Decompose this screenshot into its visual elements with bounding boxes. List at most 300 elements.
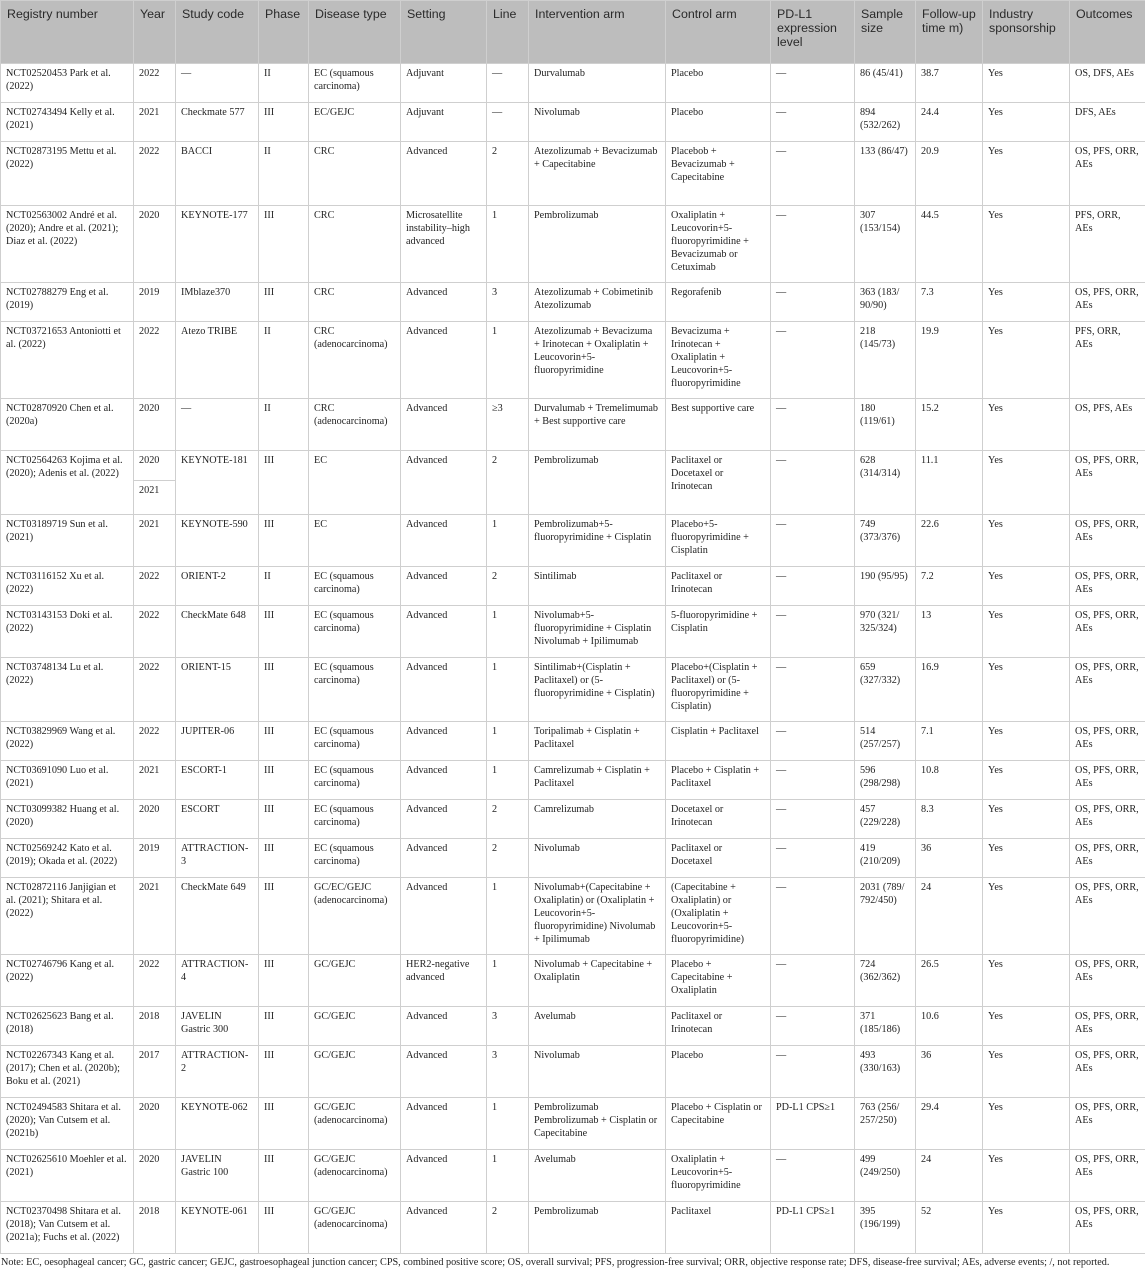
column-header: Study code	[176, 1, 259, 64]
study-code-cell: ORIENT-15	[176, 658, 259, 722]
year-cell: 2021	[134, 878, 176, 955]
sponsorship-cell: Yes	[983, 606, 1070, 658]
follow-up-cell: 16.9	[916, 658, 983, 722]
year-cell: 2020	[134, 1098, 176, 1150]
column-header: Outcomes	[1070, 1, 1145, 64]
control-cell: 5-fluoropyrimidine + Cisplatin	[666, 606, 771, 658]
follow-up-cell: 22.6	[916, 515, 983, 567]
disease-cell: GC/GEJC (adenocarcinoma)	[309, 1150, 401, 1202]
pdl1-cell: —	[771, 283, 855, 322]
study-code-cell: —	[176, 64, 259, 103]
follow-up-cell: 36	[916, 1046, 983, 1098]
year-cell: 2020	[134, 399, 176, 451]
pdl1-cell: —	[771, 722, 855, 761]
intervention-cell: Nivolumab	[529, 103, 666, 142]
column-header: Disease type	[309, 1, 401, 64]
follow-up-cell: 24.4	[916, 103, 983, 142]
study-code-cell: BACCI	[176, 142, 259, 206]
line-cell: 1	[487, 722, 529, 761]
intervention-cell: Sintilimab	[529, 567, 666, 606]
pdl1-cell: —	[771, 1007, 855, 1046]
pdl1-cell: —	[771, 955, 855, 1007]
phase-cell: III	[259, 515, 309, 567]
sample-size-cell: 493 (330/163)	[855, 1046, 916, 1098]
line-cell: 1	[487, 658, 529, 722]
control-cell: Placebo + Cisplatin + Paclitaxel	[666, 761, 771, 800]
year-cell: 2021	[134, 761, 176, 800]
sample-size-cell: 180 (119/61)	[855, 399, 916, 451]
table-row	[1, 839, 1145, 878]
year-cell: 2020	[134, 206, 176, 283]
registry-cell: NCT02870920 Chen et al. (2020a)	[1, 399, 134, 451]
sample-size-cell: 724 (362/362)	[855, 955, 916, 1007]
line-cell: 3	[487, 1046, 529, 1098]
phase-cell: III	[259, 606, 309, 658]
follow-up-cell: 7.1	[916, 722, 983, 761]
outcomes-cell: OS, PFS, ORR, AEs	[1070, 761, 1145, 800]
outcomes-cell: OS, PFS, ORR, AEs	[1070, 1150, 1145, 1202]
line-cell: 1	[487, 206, 529, 283]
control-cell: (Capecitabine + Oxaliplatin) or (Oxaliplatin + Leucovorin+5-fluoropyrimidine)	[666, 878, 771, 955]
sample-size-cell: 190 (95/95)	[855, 567, 916, 606]
phase-cell: III	[259, 722, 309, 761]
disease-cell: CRC (adenocarcinoma)	[309, 399, 401, 451]
disease-cell: EC (squamous carcinoma)	[309, 722, 401, 761]
intervention-cell: Nivolumab+(Capecitabine + Oxaliplatin) or (Oxaliplatin + Leucovorin+5-fluoropyrimidine) Nivolumab + Ipilimumab	[529, 878, 666, 955]
follow-up-cell: 10.8	[916, 761, 983, 800]
phase-cell: III	[259, 878, 309, 955]
study-code-cell: KEYNOTE-062	[176, 1098, 259, 1150]
phase-cell: III	[259, 800, 309, 839]
line-cell: 2	[487, 839, 529, 878]
follow-up-cell: 7.3	[916, 283, 983, 322]
intervention-cell: Nivolumab	[529, 839, 666, 878]
sponsorship-cell: Yes	[983, 1202, 1070, 1254]
follow-up-cell: 44.5	[916, 206, 983, 283]
pdl1-cell: —	[771, 761, 855, 800]
control-cell: Placebob + Bevacizumab + Capecitabine	[666, 142, 771, 206]
study-code-cell: JUPITER-06	[176, 722, 259, 761]
sponsorship-cell: Yes	[983, 722, 1070, 761]
study-code-cell: ATTRACTION-2	[176, 1046, 259, 1098]
sample-size-cell: 970 (321/ 325/324)	[855, 606, 916, 658]
sponsorship-cell: Yes	[983, 399, 1070, 451]
outcomes-cell: PFS, ORR, AEs	[1070, 206, 1145, 283]
study-code-cell: JAVELIN Gastric 300	[176, 1007, 259, 1046]
sample-size-cell: 749 (373/376)	[855, 515, 916, 567]
line-cell: 3	[487, 1007, 529, 1046]
registry-cell: NCT02494583 Shitara et al. (2020); Van Cutsem et al. (2021b)	[1, 1098, 134, 1150]
intervention-cell: Atezolizumab + Bevacizumab + Capecitabine	[529, 142, 666, 206]
line-cell: 1	[487, 1150, 529, 1202]
setting-cell: Advanced	[401, 1150, 487, 1202]
outcomes-cell: OS, PFS, ORR, AEs	[1070, 1046, 1145, 1098]
disease-cell: CRC	[309, 142, 401, 206]
table-row	[1, 878, 1145, 955]
year-cell-line: 2021	[134, 481, 175, 499]
follow-up-cell: 11.1	[916, 451, 983, 515]
year-cell: 2021	[134, 103, 176, 142]
disease-cell: EC (squamous carcinoma)	[309, 800, 401, 839]
setting-cell: Advanced	[401, 878, 487, 955]
registry-cell: NCT03829969 Wang et al. (2022)	[1, 722, 134, 761]
outcomes-cell: OS, PFS, ORR, AEs	[1070, 800, 1145, 839]
control-cell: Oxaliplatin + Leucovorin+5-fluoropyrimidine + Bevacizumab or Cetuximab	[666, 206, 771, 283]
disease-cell: EC (squamous carcinoma)	[309, 606, 401, 658]
intervention-cell: Atezolizumab + Cobimetinib Atezolizumab	[529, 283, 666, 322]
year-cell: 2021	[134, 515, 176, 567]
pdl1-cell: —	[771, 658, 855, 722]
line-cell: —	[487, 64, 529, 103]
year-cell: 2020	[134, 800, 176, 839]
registry-cell: NCT02625610 Moehler et al. (2021)	[1, 1150, 134, 1202]
table-row	[1, 142, 1145, 206]
year-cell: 2022	[134, 567, 176, 606]
intervention-cell: Nivolumab + Capecitabine + Oxaliplatin	[529, 955, 666, 1007]
setting-cell: Advanced	[401, 761, 487, 800]
sponsorship-cell: Yes	[983, 955, 1070, 1007]
control-cell: Paclitaxel or Irinotecan	[666, 567, 771, 606]
setting-cell: Adjuvant	[401, 103, 487, 142]
outcomes-cell: OS, PFS, ORR, AEs	[1070, 606, 1145, 658]
intervention-cell: Pembrolizumab	[529, 1202, 666, 1254]
year-cell: 2022	[134, 955, 176, 1007]
outcomes-cell: OS, PFS, ORR, AEs	[1070, 515, 1145, 567]
table-row	[1, 1007, 1145, 1046]
sponsorship-cell: Yes	[983, 1046, 1070, 1098]
setting-cell: Adjuvant	[401, 64, 487, 103]
table-row	[1, 1046, 1145, 1098]
study-code-cell: Atezo TRIBE	[176, 322, 259, 399]
setting-cell: Advanced	[401, 1007, 487, 1046]
phase-cell: III	[259, 1150, 309, 1202]
intervention-cell: Pembrolizumab Pembrolizumab + Cisplatin or Capecitabine	[529, 1098, 666, 1150]
disease-cell: GC/GEJC	[309, 955, 401, 1007]
disease-cell: GC/EC/GEJC (adenocarcinoma)	[309, 878, 401, 955]
control-cell: Paclitaxel or Docetaxel or Irinotecan	[666, 451, 771, 515]
year-cell: 2017	[134, 1046, 176, 1098]
pdl1-cell: —	[771, 399, 855, 451]
disease-cell: GC/GEJC	[309, 1046, 401, 1098]
line-cell: 1	[487, 515, 529, 567]
sponsorship-cell: Yes	[983, 761, 1070, 800]
study-code-cell: CheckMate 648	[176, 606, 259, 658]
setting-cell: HER2-negative advanced	[401, 955, 487, 1007]
sample-size-cell: 307 (153/154)	[855, 206, 916, 283]
year-cell: 2020	[134, 1150, 176, 1202]
intervention-cell: Pembrolizumab	[529, 206, 666, 283]
outcomes-cell: OS, PFS, ORR, AEs	[1070, 451, 1145, 515]
control-cell: Placebo	[666, 1046, 771, 1098]
registry-cell: NCT02743494 Kelly et al. (2021)	[1, 103, 134, 142]
registry-cell: NCT02569242 Kato et al. (2019); Okada et al. (2022)	[1, 839, 134, 878]
study-code-cell: KEYNOTE-061	[176, 1202, 259, 1254]
column-header: Setting	[401, 1, 487, 64]
phase-cell: III	[259, 1098, 309, 1150]
phase-cell: III	[259, 103, 309, 142]
control-cell: Paclitaxel or Irinotecan	[666, 1007, 771, 1046]
registry-cell: NCT02746796 Kang et al. (2022)	[1, 955, 134, 1007]
sample-size-cell: 659 (327/332)	[855, 658, 916, 722]
year-cell: 2019	[134, 283, 176, 322]
column-header: Sample size	[855, 1, 916, 64]
sponsorship-cell: Yes	[983, 1150, 1070, 1202]
column-header: Control arm	[666, 1, 771, 64]
study-code-cell: KEYNOTE-590	[176, 515, 259, 567]
control-cell: Regorafenib	[666, 283, 771, 322]
registry-cell: NCT03116152 Xu et al. (2022)	[1, 567, 134, 606]
outcomes-cell: OS, DFS, AEs	[1070, 64, 1145, 103]
follow-up-cell: 24	[916, 1150, 983, 1202]
line-cell: 1	[487, 606, 529, 658]
phase-cell: III	[259, 839, 309, 878]
disease-cell: GC/GEJC (adenocarcinoma)	[309, 1098, 401, 1150]
sample-size-cell: 86 (45/41)	[855, 64, 916, 103]
control-cell: Placebo + Capecitabine + Oxaliplatin	[666, 955, 771, 1007]
table-row	[1, 322, 1145, 399]
setting-cell: Advanced	[401, 1098, 487, 1150]
outcomes-cell: OS, PFS, ORR, AEs	[1070, 955, 1145, 1007]
study-code-cell: ATTRACTION-4	[176, 955, 259, 1007]
column-header: Phase	[259, 1, 309, 64]
outcomes-cell: OS, PFS, ORR, AEs	[1070, 1098, 1145, 1150]
table-row	[1, 515, 1145, 567]
registry-cell: NCT02267343 Kang et al. (2017); Chen et al. (2020b); Boku et al. (2021)	[1, 1046, 134, 1098]
pdl1-cell: PD-L1 CPS≥1	[771, 1098, 855, 1150]
sponsorship-cell: Yes	[983, 206, 1070, 283]
table-row	[1, 567, 1145, 606]
column-header: Follow-up time m)	[916, 1, 983, 64]
line-cell: 2	[487, 800, 529, 839]
line-cell: 1	[487, 322, 529, 399]
year-cell: 2022	[134, 64, 176, 103]
sample-size-cell: 763 (256/ 257/250)	[855, 1098, 916, 1150]
year-cell	[134, 451, 176, 515]
intervention-cell: Avelumab	[529, 1007, 666, 1046]
line-cell: 2	[487, 451, 529, 515]
setting-cell: Advanced	[401, 1046, 487, 1098]
sponsorship-cell: Yes	[983, 878, 1070, 955]
sponsorship-cell: Yes	[983, 800, 1070, 839]
year-cell: 2018	[134, 1202, 176, 1254]
disease-cell: EC (squamous carcinoma)	[309, 839, 401, 878]
study-code-cell: KEYNOTE-177	[176, 206, 259, 283]
registry-cell: NCT02873195 Mettu et al. (2022)	[1, 142, 134, 206]
phase-cell: III	[259, 451, 309, 515]
outcomes-cell: OS, PFS, ORR, AEs	[1070, 1202, 1145, 1254]
control-cell: Placebo	[666, 103, 771, 142]
intervention-cell: Sintilimab+(Cisplatin + Paclitaxel) or (5-fluoropyrimidine + Cisplatin)	[529, 658, 666, 722]
setting-cell: Advanced	[401, 142, 487, 206]
sponsorship-cell: Yes	[983, 515, 1070, 567]
sample-size-cell: 218 (145/73)	[855, 322, 916, 399]
pdl1-cell: —	[771, 1046, 855, 1098]
follow-up-cell: 15.2	[916, 399, 983, 451]
follow-up-cell: 7.2	[916, 567, 983, 606]
phase-cell: II	[259, 322, 309, 399]
line-cell: 3	[487, 283, 529, 322]
table-row	[1, 283, 1145, 322]
sample-size-cell: 395 (196/199)	[855, 1202, 916, 1254]
setting-cell: Advanced	[401, 606, 487, 658]
follow-up-cell: 10.6	[916, 1007, 983, 1046]
sample-size-cell: 514 (257/257)	[855, 722, 916, 761]
registry-cell: NCT03748134 Lu et al. (2022)	[1, 658, 134, 722]
outcomes-cell: OS, PFS, ORR, AEs	[1070, 722, 1145, 761]
control-cell: Placebo+(Cisplatin + Paclitaxel) or (5-fluoropyrimidine + Cisplatin)	[666, 658, 771, 722]
setting-cell: Advanced	[401, 722, 487, 761]
pdl1-cell: —	[771, 515, 855, 567]
phase-cell: II	[259, 142, 309, 206]
sample-size-cell: 419 (210/209)	[855, 839, 916, 878]
control-cell: Placebo	[666, 64, 771, 103]
pdl1-cell: —	[771, 64, 855, 103]
study-code-cell: Checkmate 577	[176, 103, 259, 142]
disease-cell: CRC	[309, 283, 401, 322]
table-row	[1, 606, 1145, 658]
year-cell: 2018	[134, 1007, 176, 1046]
year-cell: 2019	[134, 839, 176, 878]
sponsorship-cell: Yes	[983, 451, 1070, 515]
sponsorship-cell: Yes	[983, 103, 1070, 142]
year-cell: 2022	[134, 142, 176, 206]
table-row	[1, 722, 1145, 761]
table-row	[1, 103, 1145, 142]
registry-cell: NCT03143153 Doki et al. (2022)	[1, 606, 134, 658]
setting-cell: Advanced	[401, 322, 487, 399]
sample-size-cell: 628 (314/314)	[855, 451, 916, 515]
phase-cell: III	[259, 283, 309, 322]
follow-up-cell: 8.3	[916, 800, 983, 839]
sponsorship-cell: Yes	[983, 839, 1070, 878]
intervention-cell: Nivolumab+5-fluoropyrimidine + Cisplatin Nivolumab + Ipilimumab	[529, 606, 666, 658]
registry-cell: NCT02563002 André et al. (2020); Andre et al. (2021); Diaz et al. (2022)	[1, 206, 134, 283]
pdl1-cell: —	[771, 142, 855, 206]
line-cell: 2	[487, 567, 529, 606]
table-row	[1, 399, 1145, 451]
intervention-cell: Durvalumab + Tremelimumab + Best supportive care	[529, 399, 666, 451]
disease-cell: EC	[309, 451, 401, 515]
intervention-cell: Pembrolizumab	[529, 451, 666, 515]
phase-cell: III	[259, 761, 309, 800]
sponsorship-cell: Yes	[983, 658, 1070, 722]
setting-cell: Advanced	[401, 283, 487, 322]
registry-cell: NCT03691090 Luo et al. (2021)	[1, 761, 134, 800]
phase-cell: III	[259, 206, 309, 283]
outcomes-cell: DFS, AEs	[1070, 103, 1145, 142]
phase-cell: III	[259, 1046, 309, 1098]
follow-up-cell: 20.9	[916, 142, 983, 206]
setting-cell: Advanced	[401, 451, 487, 515]
pdl1-cell: —	[771, 451, 855, 515]
registry-cell: NCT02788279 Eng et al. (2019)	[1, 283, 134, 322]
pdl1-cell: —	[771, 878, 855, 955]
table-row	[1, 955, 1145, 1007]
sample-size-cell: 2031 (789/ 792/450)	[855, 878, 916, 955]
header-row	[1, 1, 1145, 64]
sample-size-cell: 371 (185/186)	[855, 1007, 916, 1046]
year-cell-line: 2020	[134, 451, 175, 481]
line-cell: 1	[487, 878, 529, 955]
disease-cell: EC/GEJC	[309, 103, 401, 142]
registry-cell: NCT02370498 Shitara et al. (2018); Van Cutsem et al. (2021a); Fuchs et al. (2022)	[1, 1202, 134, 1254]
column-header: Line	[487, 1, 529, 64]
study-code-cell: ORIENT-2	[176, 567, 259, 606]
year-cell: 2022	[134, 658, 176, 722]
sample-size-cell: 363 (183/ 90/90)	[855, 283, 916, 322]
intervention-cell: Camrelizumab	[529, 800, 666, 839]
control-cell: Oxaliplatin + Leucovorin+5-fluoropyrimidine	[666, 1150, 771, 1202]
control-cell: Paclitaxel	[666, 1202, 771, 1254]
disease-cell: EC	[309, 515, 401, 567]
disease-cell: EC (squamous carcinoma)	[309, 658, 401, 722]
table-row	[1, 64, 1145, 103]
pdl1-cell: —	[771, 1150, 855, 1202]
column-header: Industry sponsorship	[983, 1, 1070, 64]
outcomes-cell: OS, PFS, ORR, AEs	[1070, 567, 1145, 606]
follow-up-cell: 52	[916, 1202, 983, 1254]
phase-cell: III	[259, 1007, 309, 1046]
year-cell: 2022	[134, 322, 176, 399]
disease-cell: EC (squamous carcinoma)	[309, 567, 401, 606]
disease-cell: EC (squamous carcinoma)	[309, 761, 401, 800]
outcomes-cell: OS, PFS, ORR, AEs	[1070, 142, 1145, 206]
intervention-cell: Durvalumab	[529, 64, 666, 103]
disease-cell: GC/GEJC	[309, 1007, 401, 1046]
registry-cell: NCT03721653 Antoniotti et al. (2022)	[1, 322, 134, 399]
disease-cell: GC/GEJC (adenocarcinoma)	[309, 1202, 401, 1254]
intervention-cell: Pembrolizumab+5-fluoropyrimidine + Cisplatin	[529, 515, 666, 567]
phase-cell: II	[259, 399, 309, 451]
study-code-cell: ATTRACTION-3	[176, 839, 259, 878]
outcomes-cell: OS, PFS, ORR, AEs	[1070, 658, 1145, 722]
setting-cell: Advanced	[401, 800, 487, 839]
registry-cell: NCT02872116 Janjigian et al. (2021); Shitara et al. (2022)	[1, 878, 134, 955]
outcomes-cell: OS, PFS, ORR, AEs	[1070, 839, 1145, 878]
pdl1-cell: —	[771, 322, 855, 399]
setting-cell: Advanced	[401, 839, 487, 878]
phase-cell: III	[259, 1202, 309, 1254]
disease-cell: EC (squamous carcinoma)	[309, 64, 401, 103]
outcomes-cell: OS, PFS, ORR, AEs	[1070, 283, 1145, 322]
line-cell: 1	[487, 761, 529, 800]
registry-cell: NCT03189719 Sun et al. (2021)	[1, 515, 134, 567]
follow-up-cell: 38.7	[916, 64, 983, 103]
table-row	[1, 1098, 1145, 1150]
sample-size-cell: 499 (249/250)	[855, 1150, 916, 1202]
phase-cell: III	[259, 658, 309, 722]
table-body	[1, 64, 1145, 1254]
year-cell: 2022	[134, 722, 176, 761]
table-row	[1, 800, 1145, 839]
table-row	[1, 1150, 1145, 1202]
outcomes-cell: OS, PFS, ORR, AEs	[1070, 878, 1145, 955]
study-code-cell: KEYNOTE-181	[176, 451, 259, 515]
pdl1-cell: —	[771, 103, 855, 142]
table-row	[1, 761, 1145, 800]
outcomes-cell: OS, PFS, AEs	[1070, 399, 1145, 451]
control-cell: Placebo + Cisplatin or Capecitabine	[666, 1098, 771, 1150]
line-cell: 1	[487, 1098, 529, 1150]
follow-up-cell: 19.9	[916, 322, 983, 399]
study-code-cell: CheckMate 649	[176, 878, 259, 955]
line-cell: —	[487, 103, 529, 142]
setting-cell: Advanced	[401, 658, 487, 722]
control-cell: Best supportive care	[666, 399, 771, 451]
sample-size-cell: 457 (229/228)	[855, 800, 916, 839]
study-code-cell: ESCORT-1	[176, 761, 259, 800]
pdl1-cell: PD-L1 CPS≥1	[771, 1202, 855, 1254]
